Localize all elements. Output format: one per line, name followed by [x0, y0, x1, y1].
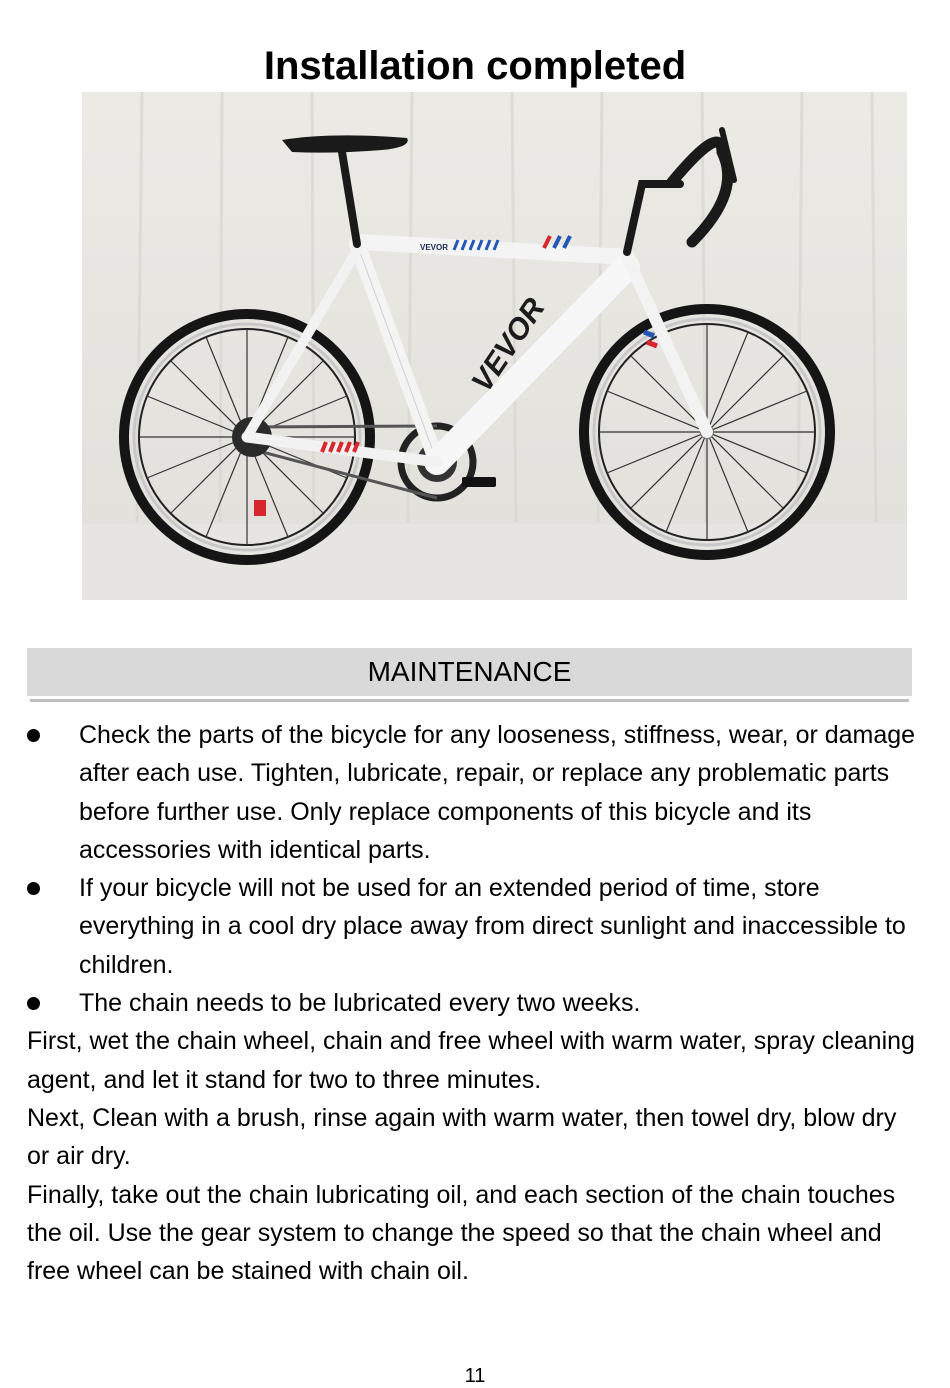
maintenance-bullets: [27, 716, 922, 1022]
list-item: Check the parts of the bicycle for any looseness, stiffness, wear, or damage after each use. Tighten, lubricate, repair, or replace any problematic parts before further use. Only replace components of this bicycle and its accessories with identical parts.: [27, 716, 922, 869]
svg-text:VEVOR: VEVOR: [420, 243, 449, 252]
svg-text:VEVOR: VEVOR: [465, 292, 552, 398]
maintenance-content: [27, 716, 922, 1290]
bullet-icon: [27, 882, 40, 895]
step-finally: Finally, take out the chain lubricating oil, and each section of the chain touches the oil. Use the gear system to change the speed so that the chain wheel and free wheel can be stained with chain oil.: [27, 1180, 896, 1286]
bullet-icon: [27, 997, 40, 1010]
section-heading: MAINTENANCE: [27, 648, 912, 699]
step-first: First, wet the chain wheel, chain and free wheel with warm water, spray cleaning agent, and let it stand for two to three minutes.: [27, 1027, 915, 1094]
list-item: The chain needs to be lubricated every two weeks.: [27, 984, 922, 1022]
bicycle-photo: [82, 92, 907, 600]
page-number: 11: [464, 1365, 486, 1387]
page-title: Installation completed: [263, 44, 687, 88]
list-item: If your bicycle will not be used for an extended period of time, store everything in a cool dry place away from direct sunlight and inaccessible to children.: [27, 869, 922, 984]
step-next: Next, Clean with a brush, rinse again with warm water, then towel dry, blow dry or air dry.: [27, 1103, 897, 1171]
bullet-icon: [27, 729, 40, 742]
